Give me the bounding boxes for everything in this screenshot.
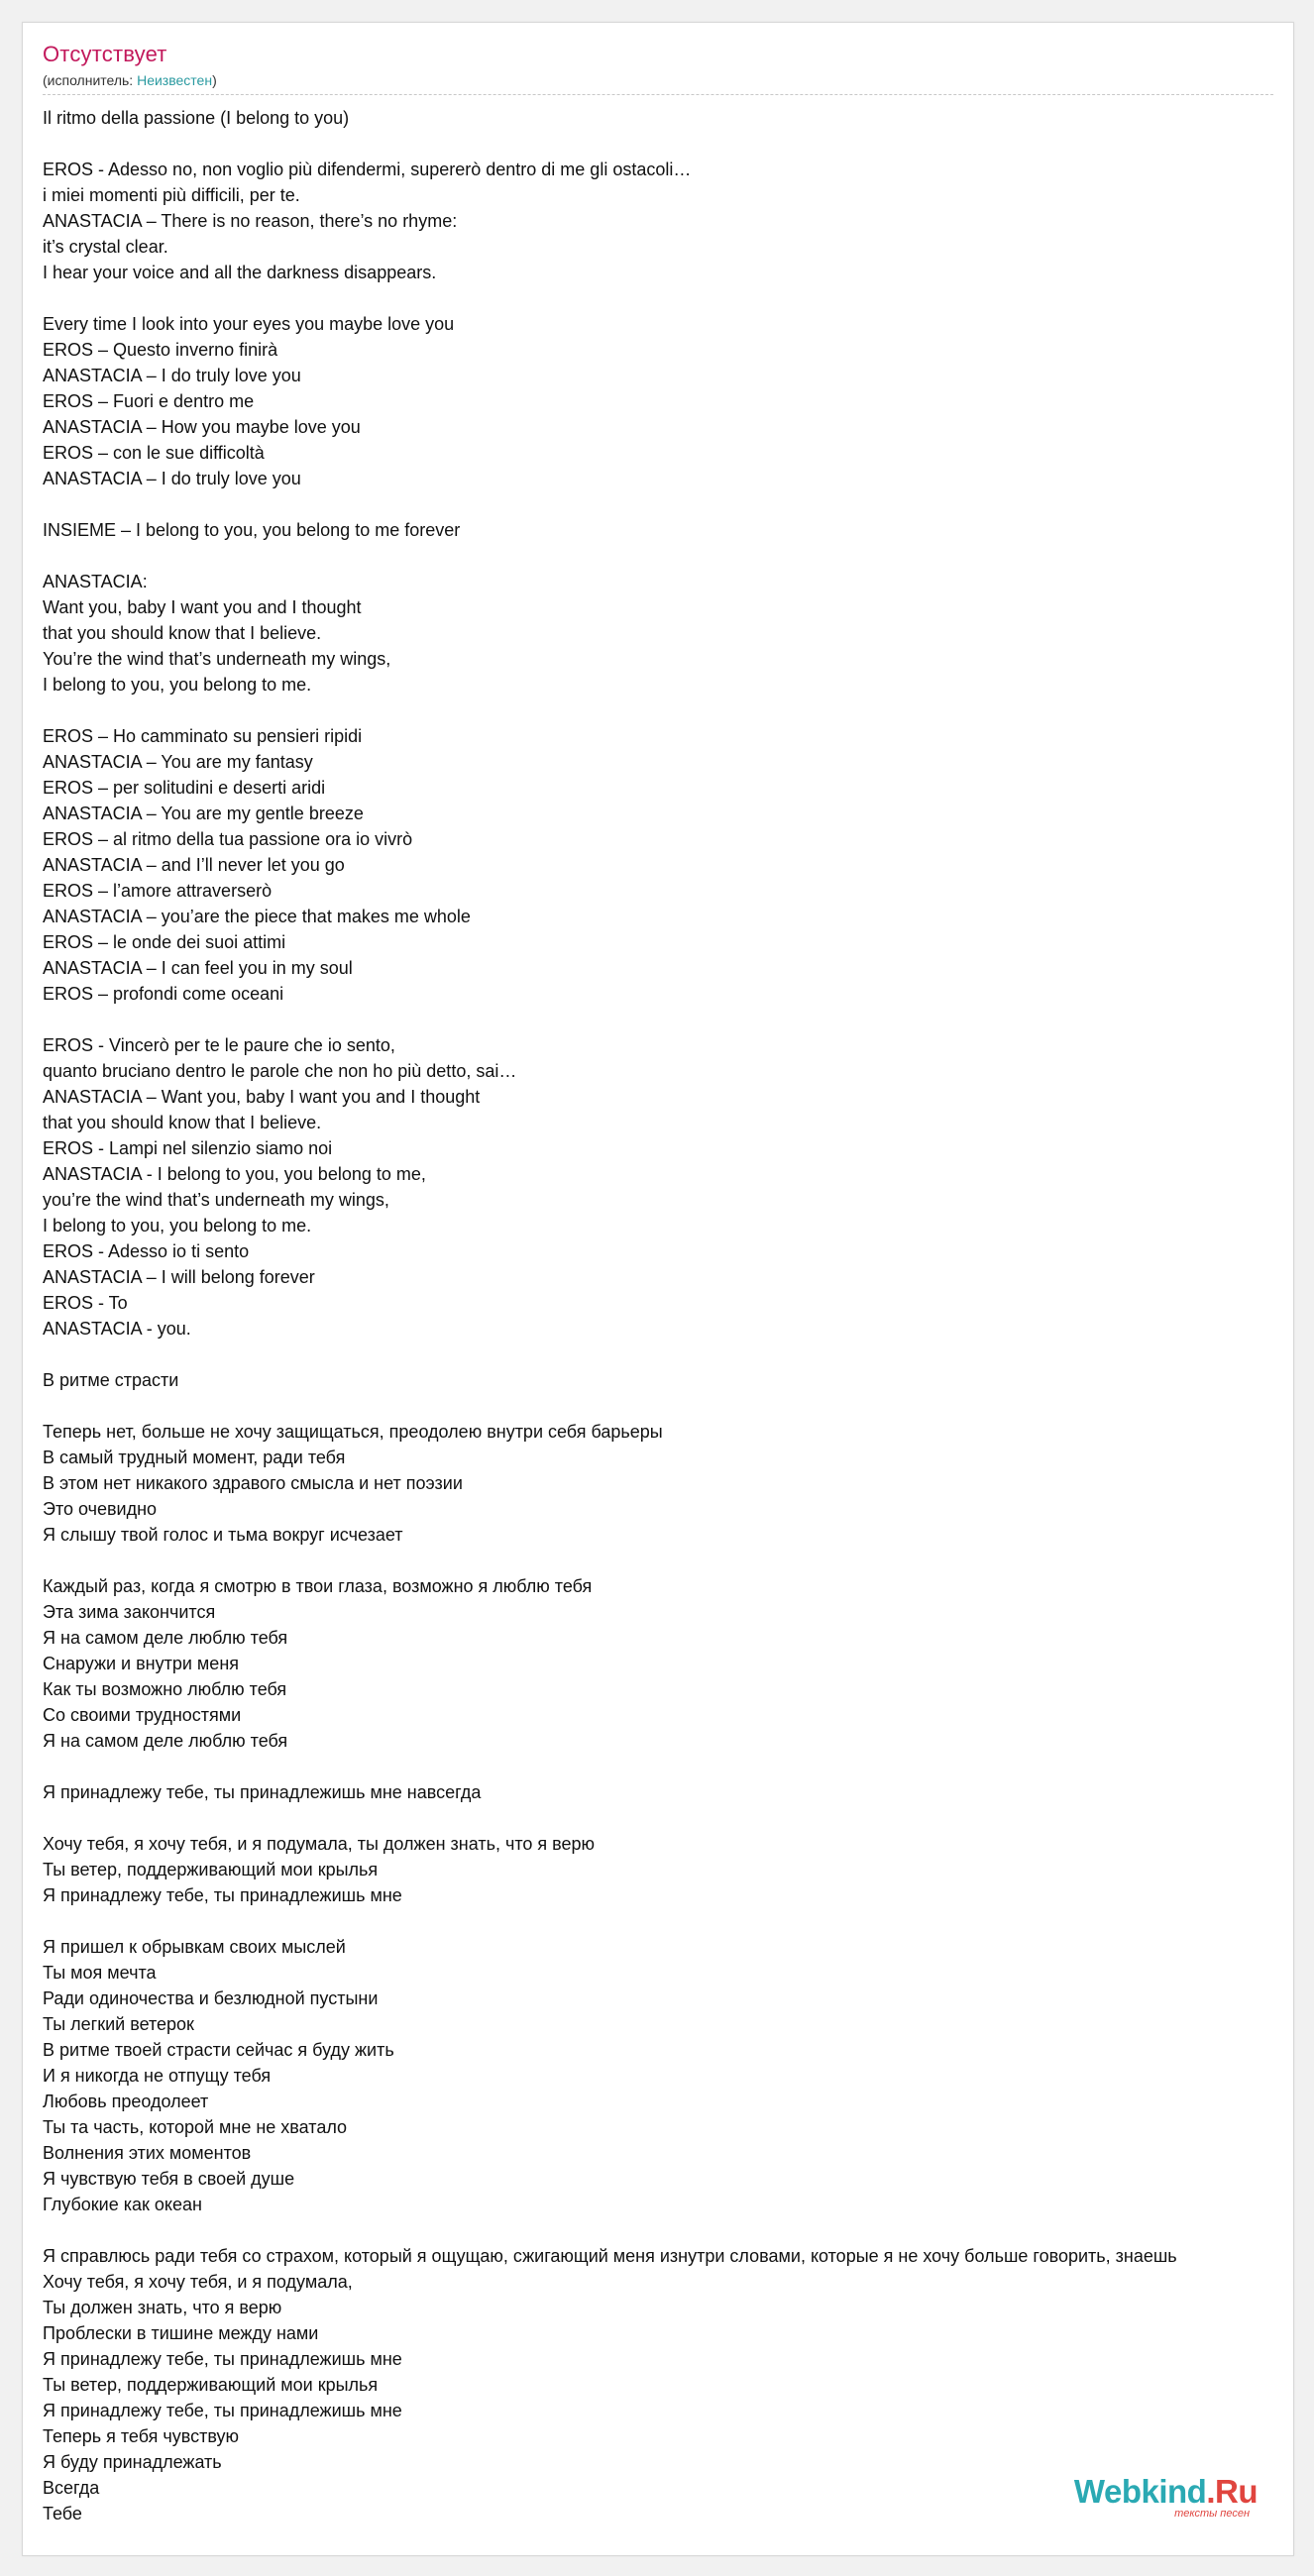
performer-line bbox=[43, 70, 1273, 90]
lyric-line: ANASTACIA – and I’ll never let you go bbox=[43, 855, 345, 875]
lyric-line: Любовь преодолеет bbox=[43, 2092, 209, 2111]
lyric-line: Как ты возможно люблю тебя bbox=[43, 1679, 287, 1699]
performer-prefix: (исполнитель: bbox=[43, 72, 138, 88]
lyric-line: Ты та часть, которой мне не хватало bbox=[43, 2117, 348, 2137]
lyric-line: I hear your voice and all the darkness disappears. bbox=[43, 263, 437, 282]
lyric-line: Я справлюсь ради тебя со страхом, который я ощущаю, сжигающий меня изнутри словами, которые я не хочу больше говорить, знаешь bbox=[43, 2246, 1177, 2266]
lyric-line: В этом нет никакого здравого смысла и нет поэзии bbox=[43, 1473, 463, 1493]
lyric-line bbox=[43, 131, 1273, 157]
lyric-line: EROS – con le sue difficoltà bbox=[43, 443, 265, 463]
lyric-line: Я пришел к обрывкам своих мыслей bbox=[43, 1937, 346, 1957]
lyric-line: EROS - To bbox=[43, 1293, 128, 1313]
lyric-line: Это очевидно bbox=[43, 1499, 158, 1519]
lyric-line: Я на самом деле люблю тебя bbox=[43, 1628, 288, 1648]
lyric-line: В ритме страсти bbox=[43, 1370, 179, 1390]
lyric-line: ANASTACIA – Want you, baby I want you and I thought bbox=[43, 1087, 481, 1107]
lyric-line: ANASTACIA – How you maybe love you bbox=[43, 417, 361, 437]
lyric-line: Со своими трудностями bbox=[43, 1705, 242, 1725]
lyric-line: ANASTACIA – You are my fantasy bbox=[43, 752, 313, 772]
lyric-line bbox=[43, 491, 1273, 517]
lyric-line: you’re the wind that’s underneath my wings, bbox=[43, 1190, 389, 1210]
lyric-line: EROS – Ho camminato su pensieri ripidi bbox=[43, 726, 363, 746]
song-title: Отсутствует bbox=[43, 42, 167, 66]
lyric-line: EROS – per solitudini e deserti aridi bbox=[43, 778, 326, 798]
logo-tagline: тексты песен bbox=[1174, 2508, 1250, 2520]
lyric-line: ANASTACIA - I belong to you, you belong to me, bbox=[43, 1164, 426, 1184]
lyric-line: EROS – le onde dei suoi attimi bbox=[43, 932, 286, 952]
lyric-line: ANASTACIA – I do truly love you bbox=[43, 366, 301, 385]
performer-suffix: ) bbox=[212, 72, 217, 88]
lyric-line: Хочу тебя, я хочу тебя, и я подумала, ты должен знать, что я верю bbox=[43, 1834, 596, 1854]
lyric-line: ANASTACIA: bbox=[43, 572, 148, 591]
lyric-line bbox=[43, 698, 1273, 723]
lyric-line: В ритме твоей страсти сейчас я буду жить bbox=[43, 2040, 394, 2060]
lyric-line: Il ritmo della passione (I belong to you) bbox=[43, 108, 350, 128]
lyric-line: it’s crystal clear. bbox=[43, 237, 168, 257]
lyric-line: Я слышу твой голос и тьма вокруг исчезает bbox=[43, 1525, 403, 1545]
lyric-line: i miei momenti più difficili, per te. bbox=[43, 185, 300, 205]
lyric-line bbox=[43, 1908, 1273, 1934]
lyric-line: ANASTACIA – There is no reason, there’s no rhyme: bbox=[43, 211, 458, 231]
lyric-line: EROS - Lampi nel silenzio siamo noi bbox=[43, 1138, 333, 1158]
lyrics-text bbox=[43, 105, 1273, 2526]
lyric-line: В самый трудный момент, ради тебя bbox=[43, 1448, 346, 1467]
lyric-line: Хочу тебя, я хочу тебя, и я подумала, bbox=[43, 2272, 353, 2292]
lyric-line: EROS - Adesso no, non voglio più difendermi, supererò dentro di me gli ostacoli… bbox=[43, 160, 692, 179]
lyric-line bbox=[43, 1805, 1273, 1831]
lyric-line: Тебе bbox=[43, 2504, 82, 2523]
lyric-line: quanto bruciano dentro le parole che non ho più detto, sai… bbox=[43, 1061, 517, 1081]
lyric-line: that you should know that I believe. bbox=[43, 1113, 322, 1132]
lyric-line: Я принадлежу тебе, ты принадлежишь мне bbox=[43, 2349, 402, 2369]
lyric-line bbox=[43, 1007, 1273, 1032]
lyric-line: Волнения этих моментов bbox=[43, 2143, 252, 2163]
lyric-line: EROS – Fuori e dentro me bbox=[43, 391, 255, 411]
logo-suffix: .Ru bbox=[1206, 2473, 1258, 2510]
lyric-line bbox=[43, 1548, 1273, 1573]
lyric-line bbox=[43, 285, 1273, 311]
lyric-line: EROS – al ritmo della tua passione ora io vivrò bbox=[43, 829, 413, 849]
lyric-line: that you should know that I believe. bbox=[43, 623, 322, 643]
lyric-line: Я на самом деле люблю тебя bbox=[43, 1731, 288, 1751]
lyric-line: И я никогда не отпущу тебя bbox=[43, 2066, 272, 2086]
webkind-logo[interactable] bbox=[1059, 2474, 1258, 2520]
lyric-line: Ты моя мечта bbox=[43, 1963, 157, 1983]
lyric-line: INSIEME – I belong to you, you belong to me forever bbox=[43, 520, 461, 540]
lyric-line: ANASTACIA – you’are the piece that makes me whole bbox=[43, 907, 471, 926]
lyric-line: EROS - Adesso io ti sento bbox=[43, 1241, 250, 1261]
lyric-line: EROS – profondi come oceani bbox=[43, 984, 284, 1004]
lyric-line: Снаружи и внутри меня bbox=[43, 1654, 239, 1673]
lyric-line: Всегда bbox=[43, 2478, 100, 2498]
lyric-line: Эта зима закончится bbox=[43, 1602, 216, 1622]
lyric-line bbox=[43, 1393, 1273, 1419]
lyric-line: Ты ветер, поддерживающий мои крылья bbox=[43, 2375, 379, 2395]
lyric-line: Проблески в тишине между нами bbox=[43, 2323, 319, 2343]
lyric-line: ANASTACIA – I can feel you in my soul bbox=[43, 958, 353, 978]
lyric-line: Глубокие как океан bbox=[43, 2195, 202, 2214]
lyric-line: ANASTACIA - you. bbox=[43, 1319, 191, 1339]
lyric-line: Ради одиночества и безлюдной пустыни bbox=[43, 1988, 379, 2008]
lyric-line: Теперь я тебя чувствую bbox=[43, 2426, 240, 2446]
lyric-line bbox=[43, 1342, 1273, 1367]
lyric-line bbox=[43, 2217, 1273, 2243]
lyric-line: Каждый раз, когда я смотрю в твои глаза, возможно я люблю тебя bbox=[43, 1576, 593, 1596]
header-divider bbox=[43, 94, 1273, 95]
lyric-line: Я буду принадлежать bbox=[43, 2452, 222, 2472]
lyric-line: Want you, baby I want you and I thought bbox=[43, 597, 362, 617]
performer-link[interactable]: Неизвестен bbox=[137, 72, 213, 88]
lyric-line: Я принадлежу тебе, ты принадлежишь мне навсегда bbox=[43, 1782, 482, 1802]
lyric-line: ANASTACIA – You are my gentle breeze bbox=[43, 804, 364, 823]
lyric-line: I belong to you, you belong to me. bbox=[43, 1216, 312, 1235]
lyric-line: EROS – Questo inverno finirà bbox=[43, 340, 278, 360]
lyric-line: Ты должен знать, что я верю bbox=[43, 2298, 282, 2317]
song-card bbox=[22, 22, 1294, 2556]
lyric-line: Ты легкий ветерок bbox=[43, 2014, 194, 2034]
lyric-line bbox=[43, 1754, 1273, 1779]
song-content bbox=[43, 41, 1273, 2526]
lyric-line: Я принадлежу тебе, ты принадлежишь мне bbox=[43, 2401, 402, 2420]
lyric-line: Ты ветер, поддерживающий мои крылья bbox=[43, 1860, 379, 1879]
lyric-line: EROS - Vincerò per te le paure che io sento, bbox=[43, 1035, 395, 1055]
lyric-line: ANASTACIA – I do truly love you bbox=[43, 469, 301, 488]
lyric-line: Теперь нет, больше не хочу защищаться, преодолею внутри себя барьеры bbox=[43, 1422, 663, 1442]
lyric-line: ANASTACIA – I will belong forever bbox=[43, 1267, 315, 1287]
lyric-line: EROS – l’amore attraverserò bbox=[43, 881, 273, 901]
lyric-line: Я принадлежу тебе, ты принадлежишь мне bbox=[43, 1885, 402, 1905]
logo-wordmark: Webkind bbox=[1073, 2473, 1207, 2510]
lyric-line: I belong to you, you belong to me. bbox=[43, 675, 312, 695]
lyric-line bbox=[43, 543, 1273, 569]
lyric-line: Я чувствую тебя в своей душе bbox=[43, 2169, 295, 2189]
lyric-line: Every time I look into your eyes you maybe love you bbox=[43, 314, 455, 334]
lyric-line: You’re the wind that’s underneath my wings, bbox=[43, 649, 391, 669]
